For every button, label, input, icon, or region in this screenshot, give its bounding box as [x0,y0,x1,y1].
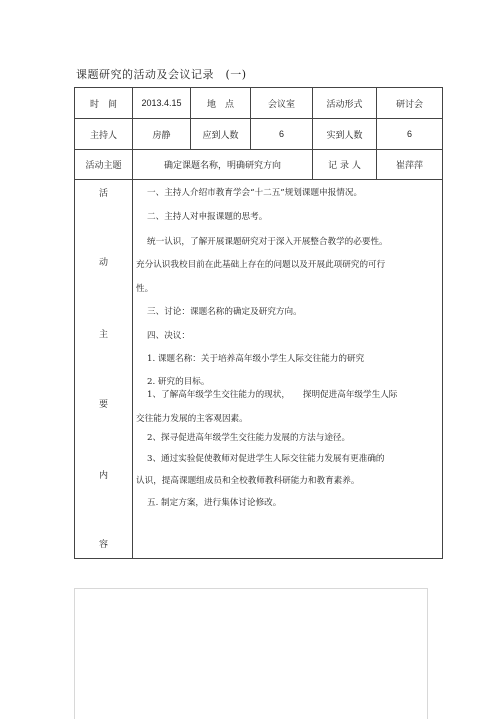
row-time-place [75,88,443,119]
side-char: 要 [98,400,108,410]
theme-label: 活动主题 [75,150,133,180]
time-value: 2013.4.15 [133,88,191,119]
next-page-preview [74,588,428,719]
actual-value: 6 [377,119,443,150]
recorder-label: 记 录 人 [313,150,377,180]
host-label: 主持人 [75,119,133,150]
content-line: 一、主持人介绍市教育学会“十二五”规划课题申报情况。 [147,188,363,198]
content-line: 2、探寻促进高年级学生交往能力发展的方法与途径。 [147,433,351,443]
side-char: 内 [98,471,108,481]
form-label: 活动形式 [313,88,377,119]
expected-label: 应到人数 [191,119,251,150]
content-line: 2. 研究的目标。 [147,377,210,387]
place-label: 地 点 [191,88,251,119]
host-value: 房静 [133,119,191,150]
content-side-label [75,180,133,559]
side-char: 主 [98,330,108,340]
row-host-attendance [75,119,443,150]
meeting-record-table [74,87,443,559]
content-line: 五. 制定方案，进行集体讨论修改。 [147,498,282,508]
theme-value: 确定课题名称，明确研究方向 [133,150,313,180]
content-body [133,180,443,559]
place-value: 会议室 [251,88,313,119]
expected-value: 6 [251,119,313,150]
content-line: 1. 课题名称：关于培养高年级小学生人际交往能力的研究 [147,354,365,364]
content-line: 二、主持人对申报课题的思考。 [147,212,268,222]
row-theme-recorder [75,150,443,180]
content-line: 充分认识我校目前在此基础上存在的问题以及开展此项研究的可行 [136,260,386,270]
row-main-content [75,180,443,559]
content-line: 交往能力发展的主客观因素。 [136,414,248,424]
form-value: 研讨会 [377,88,443,119]
content-line: 三、讨论：课题名称的确定及研究方向。 [147,307,302,317]
side-char: 活 [98,189,108,199]
side-char: 容 [98,540,108,550]
time-label: 时 间 [75,88,133,119]
actual-label: 实到人数 [313,119,377,150]
content-line: 性。 [136,284,154,294]
content-line: 四、决议： [147,331,190,341]
content-line: 1、了解高年级学生交往能力的现状， 探明促进高年级学生人际 [147,390,398,400]
content-line: 统一认识，了解开展课题研究对于深入开展整合教学的必要性。 [147,237,388,247]
content-line: 认识，提高课题组成员和全校教师教科研能力和教育素养。 [136,476,360,486]
page-title: 课题研究的活动及会议记录 (一) [76,68,247,81]
recorder-value: 崔萍萍 [377,150,443,180]
side-char: 动 [98,258,108,268]
content-line: 3、通过实验促使教师对促进学生人际交往能力发展有更准确的 [147,454,385,464]
